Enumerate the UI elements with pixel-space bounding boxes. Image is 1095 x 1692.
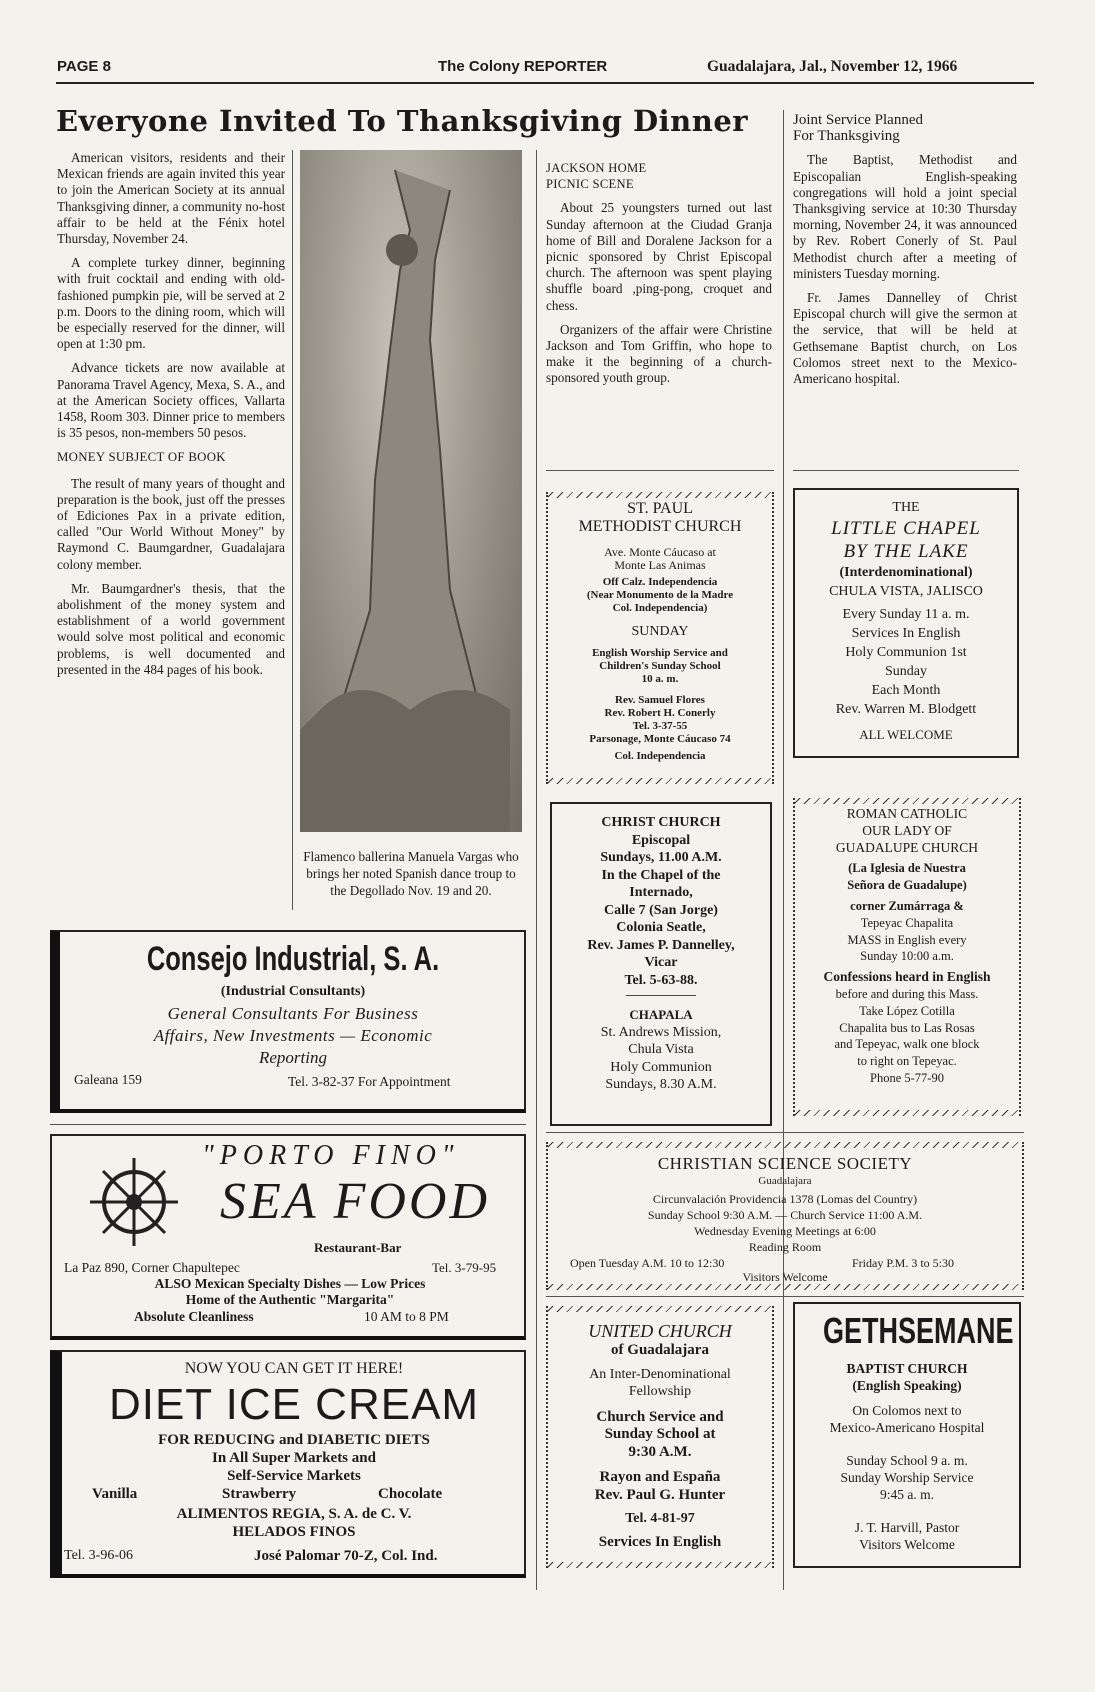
catholic-corner: corner Zumárraga & (850, 898, 964, 913)
st-paul-address-4: (Near Monumento de la Madre (586, 589, 734, 601)
chapel-time: Every Sunday 11 a. m. (842, 607, 970, 622)
lead-paragraph-1: American visitors, residents and their Mexican friends are again invited this year to join the American Society at its annual Thanksgiving dinner, a community no-host affair to be held at the Fénix hotel Thursday, November 24. (57, 150, 285, 247)
gethsemane-school: Sunday School 9 a. m. (846, 1453, 968, 1468)
catholic-phone: Phone 5-77-90 (870, 1070, 944, 1085)
st-paul-address-5: Col. Independencia) (612, 602, 708, 614)
united-tel: Tel. 4-81-97 (625, 1511, 695, 1526)
catholic-spanish-2: Señora de Guadalupe) (847, 878, 967, 893)
catholic-bus-1: Take López Cotilla (859, 1003, 955, 1018)
united-address: Rayon and España (599, 1469, 721, 1485)
consejo-line-3: Reporting (259, 1048, 327, 1067)
united-service-time: 9:30 A.M. (628, 1443, 692, 1460)
st-paul-address-3: Off Calz. Independencia (602, 576, 718, 588)
flavor-vanilla: Vanilla (92, 1486, 138, 1502)
consejo-address: Galeana 159 (74, 1072, 142, 1087)
chapel-denomination: (Interdenominational) (839, 565, 973, 580)
united-service-2: Sunday School at (604, 1426, 716, 1442)
portofino-line-2: Home of the Authentic "Margarita" (185, 1292, 395, 1307)
dateline: Guadalajara, Jal., November 12, 1966 (707, 58, 958, 75)
joint-headline-1: Joint Service Planned (793, 112, 923, 128)
st-paul-address-1: Ave. Monte Cáucaso at (604, 545, 716, 559)
gethsemane-location-1: On Colomos next to (852, 1403, 962, 1418)
gethsemane-welcome: Visitors Welcome (859, 1537, 955, 1552)
st-paul-tel: Tel. 3-37-55 (632, 720, 688, 732)
science-open-tuesday: Open Tuesday A.M. 10 to 12:30 (570, 1256, 725, 1270)
united-church-ad (546, 1306, 774, 1568)
st-paul-service-time: 10 a. m. (641, 673, 679, 685)
jackson-paragraph-1: About 25 youngsters turned out last Sunday afternoon at the Ciudad Granja home of Bill and Doralene Jackson for a picnic sponsored by Christ Episcopal church. The afternoon was spent playing shuffle board ,ping-pong, croquet and chess. (546, 200, 772, 313)
christ-church-place-2: Internado, (629, 885, 693, 900)
gethsemane-english: (English Speaking) (852, 1378, 962, 1393)
portofino-cleanliness: Absolute Cleanliness (134, 1309, 254, 1324)
flavor-chocolate: Chocolate (378, 1486, 443, 1502)
column-rule-1 (292, 150, 293, 910)
chapel-sunday: Sunday (885, 664, 927, 679)
gethsemane-worship-time: 9:45 a. m. (880, 1487, 934, 1502)
consejo-line-1: General Consultants For Business (167, 1004, 419, 1023)
st-paul-title-2: METHODIST CHURCH (578, 518, 742, 535)
portofino-restaurant-bar: Restaurant-Bar (314, 1240, 402, 1255)
st-paul-ad (546, 492, 774, 784)
consejo-ad (50, 930, 526, 1113)
science-open-friday: Friday P.M. 3 to 5:30 (852, 1256, 955, 1270)
money-headline: MONEY SUBJECT OF BOOK (57, 450, 226, 465)
chapel-rev: Rev. Warren M. Blodgett (835, 702, 977, 717)
science-address: Circunvalación Providencia 1378 (Lomas del Country) (652, 1192, 918, 1206)
little-chapel-ad (793, 488, 1019, 758)
column-rule-3 (783, 110, 784, 1590)
science-services: Sunday School 9:30 A.M. — Church Service 11:00 A.M. (647, 1208, 923, 1222)
christ-church-title: CHRIST CHURCH (601, 815, 721, 830)
portofino-ad (50, 1134, 526, 1340)
photo-caption: Flamenco ballerina Manuela Vargas who brings her noted Spanish dance troup to the Degollado Nov. 19 and 20. (303, 849, 519, 898)
joint-headline-2: For Thanksgiving (793, 128, 900, 145)
st-paul-service-2: Children's Sunday School (599, 660, 721, 672)
christ-church-colonia: Colonia Seatle, (616, 920, 706, 935)
joint-paragraph-2: Fr. James Dannelley of Christ Episcopal church will give the sermon at the service, that will be held at Gethsemane Baptist church, on Los Colomos street next to the Mexico-Americano hospital. (793, 290, 1017, 387)
science-wednesday: Wednesday Evening Meetings at 6:00 (694, 1224, 876, 1238)
catholic-confessions: Confessions heard in English (823, 969, 991, 985)
jackson-paragraph-2: Organizers of the affair were Christine Jackson and Tom Griffin, who hope to make it the beginning of a church-sponsored youth group. (546, 321, 772, 386)
rule-under-jackson (546, 470, 774, 471)
st-paul-parsonage: Parsonage, Monte Cáucaso 74 (589, 733, 731, 745)
united-desc-1: An Inter-Denominational (589, 1366, 731, 1382)
catholic-title-2: OUR LADY OF (862, 822, 952, 838)
lead-headline: Everyone Invited To Thanksgiving Dinner (56, 104, 749, 138)
ice-cream-title: DIET ICE CREAM (108, 1380, 480, 1429)
chapel-title-2: BY THE LAKE (843, 541, 969, 562)
catholic-title-3: GUADALUPE CHURCH (835, 839, 979, 855)
money-paragraph-2: Mr. Baumgardner's thesis, that the abolishment of the money system and establishment of a world government would solve most political and economic problems, is well documented and presented in the 484 pages of his book. (57, 580, 285, 677)
st-paul-colonia: Col. Independencia (614, 750, 706, 762)
catholic-bus-3: and Tepeyac, walk one block (834, 1037, 980, 1052)
chapel-title-1: LITTLE CHAPEL (831, 518, 981, 539)
lead-article (57, 150, 285, 686)
ice-cream-address: José Palomar 70-Z, Col. Ind. (254, 1548, 438, 1564)
ship-wheel-icon (86, 1154, 182, 1250)
united-title: UNITED CHURCH (588, 1321, 732, 1341)
jackson-article (546, 160, 772, 395)
christ-church-episcopal: Episcopal (631, 832, 691, 848)
united-english: Services In English (598, 1533, 722, 1550)
science-reading-room: Reading Room (748, 1240, 822, 1254)
ice-cream-markets-2: Self-Service Markets (227, 1468, 361, 1484)
chapel-communion: Holy Communion 1st (845, 645, 967, 660)
money-paragraph-1: The result of many years of thought and preparation is the book, just off the presses of Ediciones Pax in a private edition, called "Our World Without Money" by Raymond C. Baumgardner, Guadalajara colony member. (57, 475, 285, 572)
dancer-figure-icon (300, 150, 522, 832)
catholic-mass: MASS in English every (847, 932, 967, 947)
masthead-rule (56, 82, 1034, 84)
lead-paragraph-3: Advance tickets are now available at Panorama Travel Agency, Mexa, S. A., and at the American Society offices, Vallarta 1458, Room 303. Dinner price to members is 35 pesos, non-members 50 pesos. (57, 360, 285, 441)
catholic-bus-2: Chapalita bus to Las Rosas (839, 1020, 975, 1035)
page-number: PAGE 8 (57, 58, 111, 75)
chapala-mission: St. Andrews Mission, (600, 1024, 722, 1040)
consejo-line-2: Affairs, New Investments — Economic (153, 1026, 433, 1045)
rule-above-science (546, 1132, 1024, 1133)
st-paul-address-2: Monte Las Animas (614, 558, 706, 572)
gethsemane-baptist: BAPTIST CHURCH (846, 1361, 968, 1376)
catholic-ad (793, 798, 1021, 1116)
portofino-name: "PORTO FINO" (202, 1140, 460, 1171)
ice-cream-brand: HELADOS FINOS (232, 1524, 356, 1540)
rule-under-joint (793, 470, 1019, 471)
united-desc-2: Fellowship (628, 1384, 692, 1399)
chapala-title: CHAPALA (629, 1007, 693, 1022)
paper-name: The Colony REPORTER (438, 58, 608, 75)
portofino-sea-food: SEA FOOD (220, 1173, 491, 1230)
st-paul-service-1: English Worship Service and (592, 647, 728, 659)
chapel-location: CHULA VISTA, JALISCO (829, 584, 983, 599)
ice-cream-markets-1: In All Super Markets and (212, 1450, 376, 1466)
joint-paragraph-1: The Baptist, Methodist and Episcopalian English-speaking congregations will hold a joint special Thanksgiving service at 10:30 Thursday morning, November 24, it was announced by Rev. Robert Conerly of St. Paul Methodist church after a meeting of ministers Tuesday morning. (793, 152, 1017, 281)
christ-church-vicar: Vicar (644, 955, 678, 970)
rule-above-united (546, 1296, 1024, 1297)
chapel-month: Each Month (871, 683, 941, 698)
science-city: Guadalajara (758, 1175, 812, 1187)
catholic-bus-4: to right on Tepeyac. (857, 1054, 957, 1069)
portofino-hours: 10 AM to 8 PM (364, 1309, 449, 1324)
science-title: CHRISTIAN SCIENCE SOCIETY (657, 1154, 913, 1173)
chapala-communion: Holy Communion (610, 1059, 712, 1075)
gethsemane-ad (793, 1302, 1021, 1568)
ice-cream-company: ALIMENTOS REGIA, S. A. de C. V. (176, 1506, 412, 1522)
rule-above-portofino (50, 1124, 526, 1125)
catholic-street: Tepeyac Chapalita (860, 915, 954, 930)
gethsemane-title: GETHSEMANE (823, 1310, 1014, 1351)
lead-paragraph-2: A complete turkey dinner, beginning with fruit cocktail and ending with old-fashioned pumpkin pie, will be served at 2 p.m. Doors to the dining room, which will be especially reserved for the dinner, will open at 1:30 pm. (57, 255, 285, 352)
portofino-address: La Paz 890, Corner Chapultepec (64, 1260, 240, 1275)
flavor-strawberry: Strawberry (222, 1486, 297, 1502)
chapala-place: Chula Vista (628, 1042, 694, 1057)
united-rev: Rev. Paul G. Hunter (594, 1486, 726, 1503)
ice-cream-ad (50, 1350, 526, 1578)
gethsemane-pastor: J. T. Harvill, Pastor (854, 1520, 960, 1535)
column-rule-2 (536, 150, 537, 1590)
st-paul-rev-2: Rev. Robert H. Conerly (604, 707, 716, 719)
science-welcome: Visitors Welcome (742, 1270, 828, 1284)
united-service-1: Church Service and (596, 1408, 724, 1425)
christ-church-tel: Tel. 5-63-88. (624, 972, 698, 988)
christ-church-place-1: In the Chapel of the (601, 867, 721, 883)
consejo-name: Consejo Industrial, S. A. (146, 940, 440, 978)
christian-science-ad (546, 1142, 1024, 1290)
chapala-time: Sundays, 8.30 A.M. (605, 1077, 717, 1092)
gethsemane-worship: Sunday Worship Service (840, 1470, 974, 1485)
gethsemane-location-2: Mexico-Americano Hospital (829, 1420, 985, 1435)
ice-cream-diets: FOR REDUCING and DIABETIC DIETS (158, 1432, 430, 1448)
portofino-tel: Tel. 3-79-95 (432, 1260, 497, 1275)
catholic-mass-time: Sunday 10:00 a.m. (860, 949, 954, 964)
christ-church-ad (550, 802, 772, 1126)
chapel-services: Services In English (851, 626, 961, 641)
catholic-spanish-1: (La Iglesia de Nuestra (848, 861, 966, 876)
chapel-welcome: ALL WELCOME (859, 727, 953, 742)
chapel-the: THE (892, 500, 920, 515)
ice-cream-tel: Tel. 3-96-06 (64, 1548, 134, 1563)
catholic-title-1: ROMAN CATHOLIC (846, 806, 968, 821)
consejo-tel: Tel. 3-82-37 For Appointment (288, 1074, 451, 1089)
st-paul-rev-1: Rev. Samuel Flores (615, 694, 705, 706)
portofino-line-1: ALSO Mexican Specialty Dishes — Low Prices (154, 1276, 426, 1291)
dancer-photo (300, 150, 522, 832)
united-city: of Guadalajara (611, 1342, 709, 1358)
jackson-headline-1: JACKSON HOME (546, 161, 647, 175)
christ-church-street: Calle 7 (San Jorge) (604, 902, 718, 918)
joint-article (793, 112, 1017, 395)
christ-church-divider (626, 995, 696, 996)
consejo-sub: (Industrial Consultants) (220, 984, 366, 999)
catholic-confessions-time: before and during this Mass. (835, 986, 979, 1001)
christ-church-time: Sundays, 11.00 A.M. (600, 850, 722, 865)
jackson-headline-2: PICNIC SCENE (546, 177, 634, 192)
st-paul-sunday: SUNDAY (631, 624, 689, 639)
christ-church-rev: Rev. James P. Dannelley, (587, 937, 735, 953)
st-paul-title: ST. PAUL (627, 500, 693, 517)
ice-cream-now: NOW YOU CAN GET IT HERE! (184, 1360, 404, 1377)
